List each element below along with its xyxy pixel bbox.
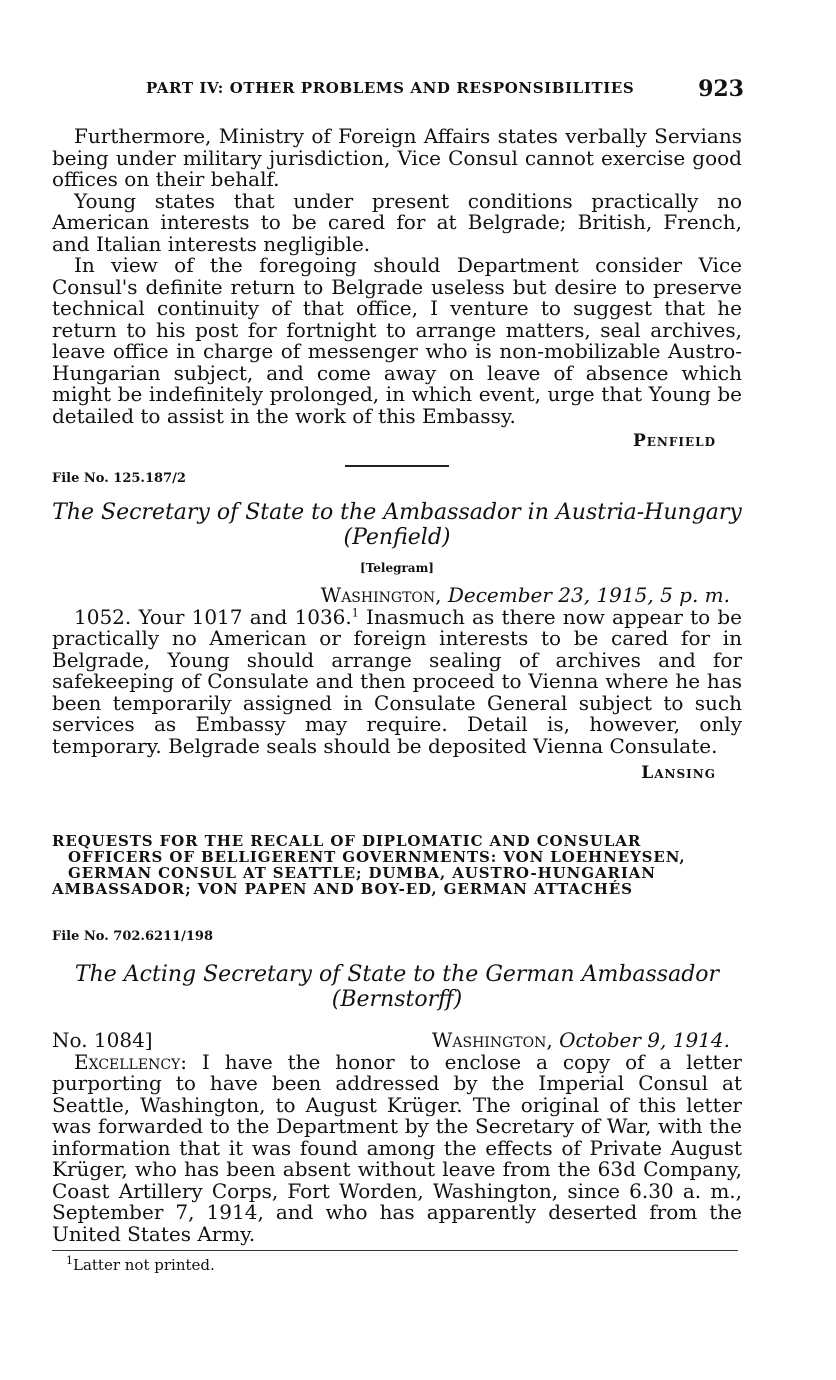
divider-rule [345,465,449,467]
section-penfield-telegram [52,126,742,467]
document-acting-secretary-to-german-ambassador [52,926,742,1245]
running-title: PART IV: OTHER PROBLEMS AND RESPONSIBILITIES [146,79,635,97]
file-number: File No. 702.6211/198 [52,929,214,944]
running-header [146,76,746,102]
letter-body [52,1049,742,1246]
telegram-body-rest: Inasmuch as there now appear to be practically no American or foreign interests to be cared for in Belgrade, Young should arrange sealing of archives and for safekeeping of Consulate and then proceed to Vienna where he has been temporarily assigned in Consulate General subject to such services as Embassy may require. Detail is, however, only temporary. Belgrade seals should be deposited Vienna Consulate. [52,604,742,758]
heading-line: AMBASSADOR; VON PAPEN AND BOY-ED, GERMAN ATTACHÉS [52,880,633,898]
footnote-reference: 1 [351,605,359,619]
telegram-body-start: 1052. Your 1017 and 1036. [74,604,352,629]
footnote [66,1256,215,1274]
section-heading-text [52,833,742,897]
dateline [52,585,742,607]
heading-line: GERMAN CONSUL AT SEATTLE; DUMBA, AUSTRO-HUNGARIAN [68,864,656,882]
dateline-place: Washington, [431,1027,553,1052]
document-title: The Secretary of State to the Ambassador in Austria-Hungary [52,499,742,525]
dateline-date: October 9, 1914. [559,1027,730,1052]
document-title-recipient: (Bernstorff) [331,986,463,1012]
paragraph: Young states that under present conditions practically no American interests to be cared for at Belgrade; British, French, and Italian interests negligible. [52,188,742,256]
document-secretary-to-ambassador [52,468,742,785]
heading-line: OFFICERS OF BELLIGERENT GOVERNMENTS: VON LOEHNEYSEN, [68,848,686,866]
dateline-date: December 23, 1915, 5 p. m. [447,583,730,607]
section-heading [52,833,742,897]
salutation: Excellency: [74,1049,188,1074]
paragraph: Furthermore, Ministry of Foreign Affairs states verbally Servians being under military jurisdiction, Vice Consul cannot exercise good offices on their behalf. [52,124,742,191]
letter-body-text: I have the honor to enclose a copy of a letter purporting to have been addressed by the Imperial Consul at Seattle, Washington, to August Krüger. The original of this letter was forwarded to the Department by the Secretary of War, with the information that it was found among the effects of Private August Krüger, who has been absent without leave from the 63d Company, Coast Artillery Corps, Fort Worden, Washington, since 6.30 a. m., September 7, 1914, and who has apparently deserted from the United States Army. [52,1049,742,1246]
footnote-text: Latter not printed. [73,1256,215,1274]
file-number: File No. 125.187/2 [52,471,186,486]
page-number: 923 [698,76,744,102]
telegram-body [52,604,742,758]
paragraph: In view of the foregoing should Department consider Vice Consul's definite return to Belgrade useless but desire to preserve technical continuity of that office, I venture to suggest that he return to his post for fortnight to arrange matters, seal archives, leave office in charge of messenger who is non-mobilizable Austro-Hungarian subject, and come away on leave of absence which might be indefinitely prolonged, in which event, urge that Young be detailed to assist in the work of this Embassy. [52,253,742,428]
dateline [432,1028,730,1052]
document-title: The Acting Secretary of State to the German Ambassador [74,961,720,987]
number-and-dateline [52,1028,742,1052]
document-title-recipient: (Penfield) [343,524,451,550]
telegram-label: [Telegram] [360,560,434,575]
signature-penfield: Penfield [632,431,716,451]
dateline-place: Washington, [320,583,442,607]
heading-line: REQUESTS FOR THE RECALL OF DIPLOMATIC AND CONSULAR [52,832,642,850]
document-number: No. 1084] [52,1027,153,1052]
footnote-mark: 1 [66,1254,73,1267]
footnote-rule [52,1250,738,1251]
signature-lansing: Lansing [641,763,716,783]
